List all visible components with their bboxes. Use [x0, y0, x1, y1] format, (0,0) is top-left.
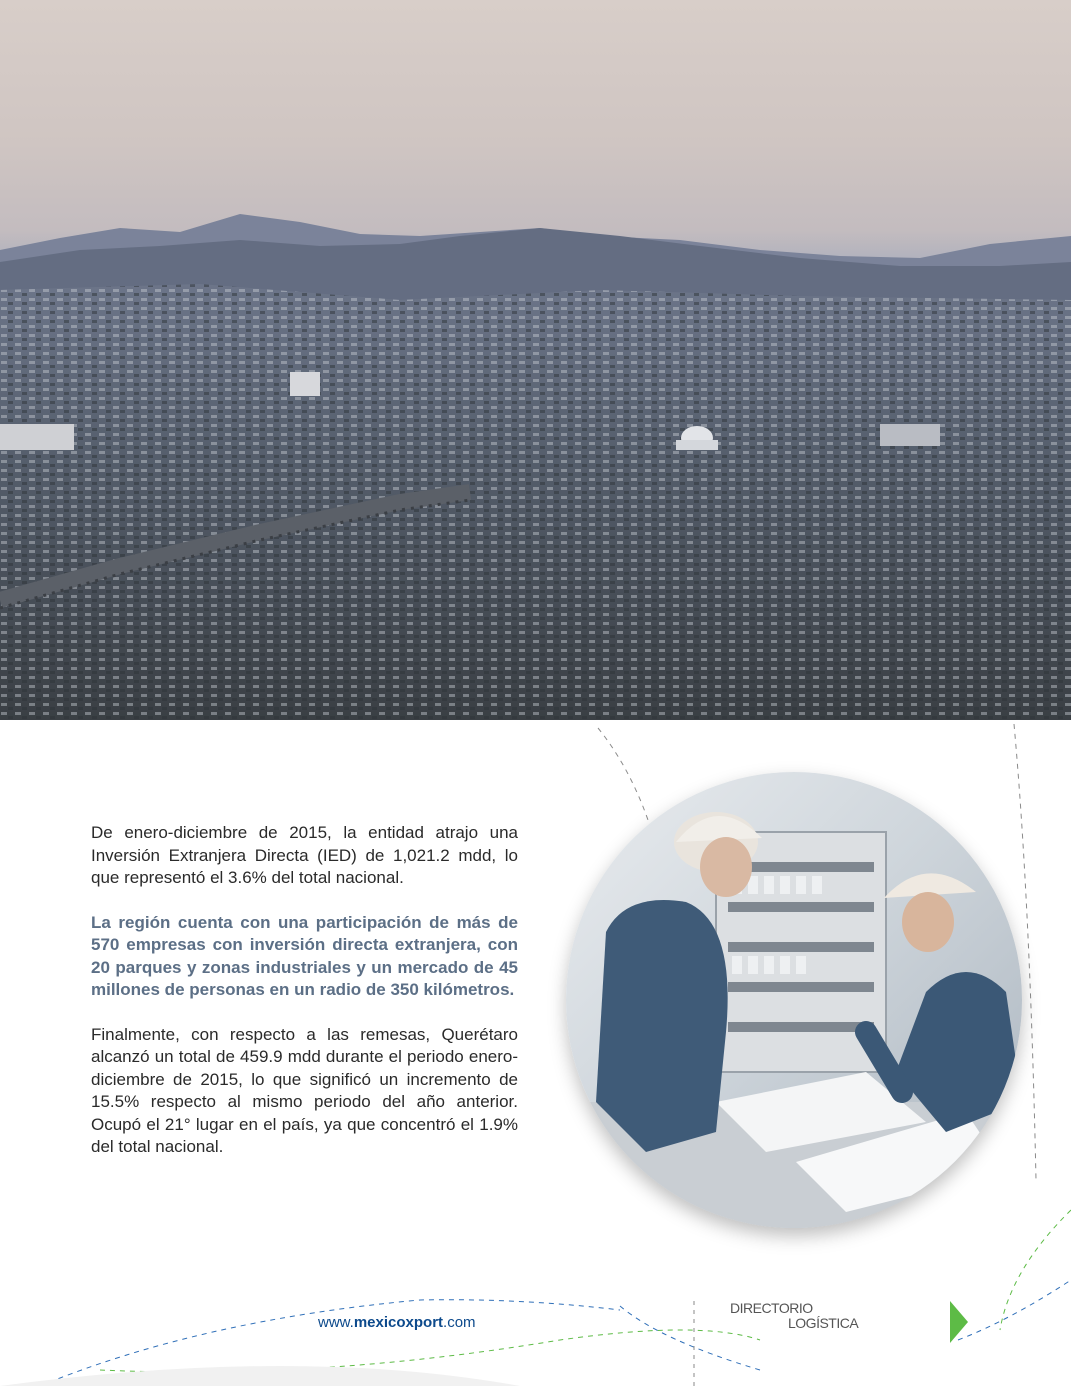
next-page-arrow-icon[interactable]	[949, 1300, 969, 1344]
paragraph-remesas: Finalmente, con respecto a las remesas, Querétaro alcanzó un total de 459.9 mdd durante el periodo enero-diciembre de 2015, lo que significó un incremento de 15.5% respecto al mismo periodo del año anterior. Ocupó el 21° lugar en el país, ya que concentró el 1.9% del total nacional.	[91, 1024, 518, 1156]
directorio-logistica-logo	[730, 1300, 880, 1336]
logo-line-2: LOGÍSTICA	[788, 1315, 859, 1331]
workers-illustration	[566, 772, 1022, 1228]
article-text	[91, 822, 518, 1159]
url-suffix: .com	[443, 1314, 476, 1331]
website-url[interactable]	[318, 1314, 476, 1331]
paragraph-highlight: La región cuenta con una participación de más de 570 empresas con inversión directa extranjera, con 20 parques y zonas industriales y un mercado de 45 millones de personas en un radio de 350 kilómetros.	[91, 912, 518, 999]
url-brand: mexicoxport	[353, 1314, 444, 1331]
url-prefix: www.	[318, 1314, 354, 1331]
logo-line-1: DIRECTORIO	[730, 1300, 813, 1316]
workers-circle-photo	[566, 772, 1022, 1228]
paragraph-ied: De enero-diciembre de 2015, la entidad atrajo una Inversión Extranjera Directa (IED) de 1,021.2 mdd, lo que representó el 3.6% del total nacional.	[91, 823, 518, 887]
